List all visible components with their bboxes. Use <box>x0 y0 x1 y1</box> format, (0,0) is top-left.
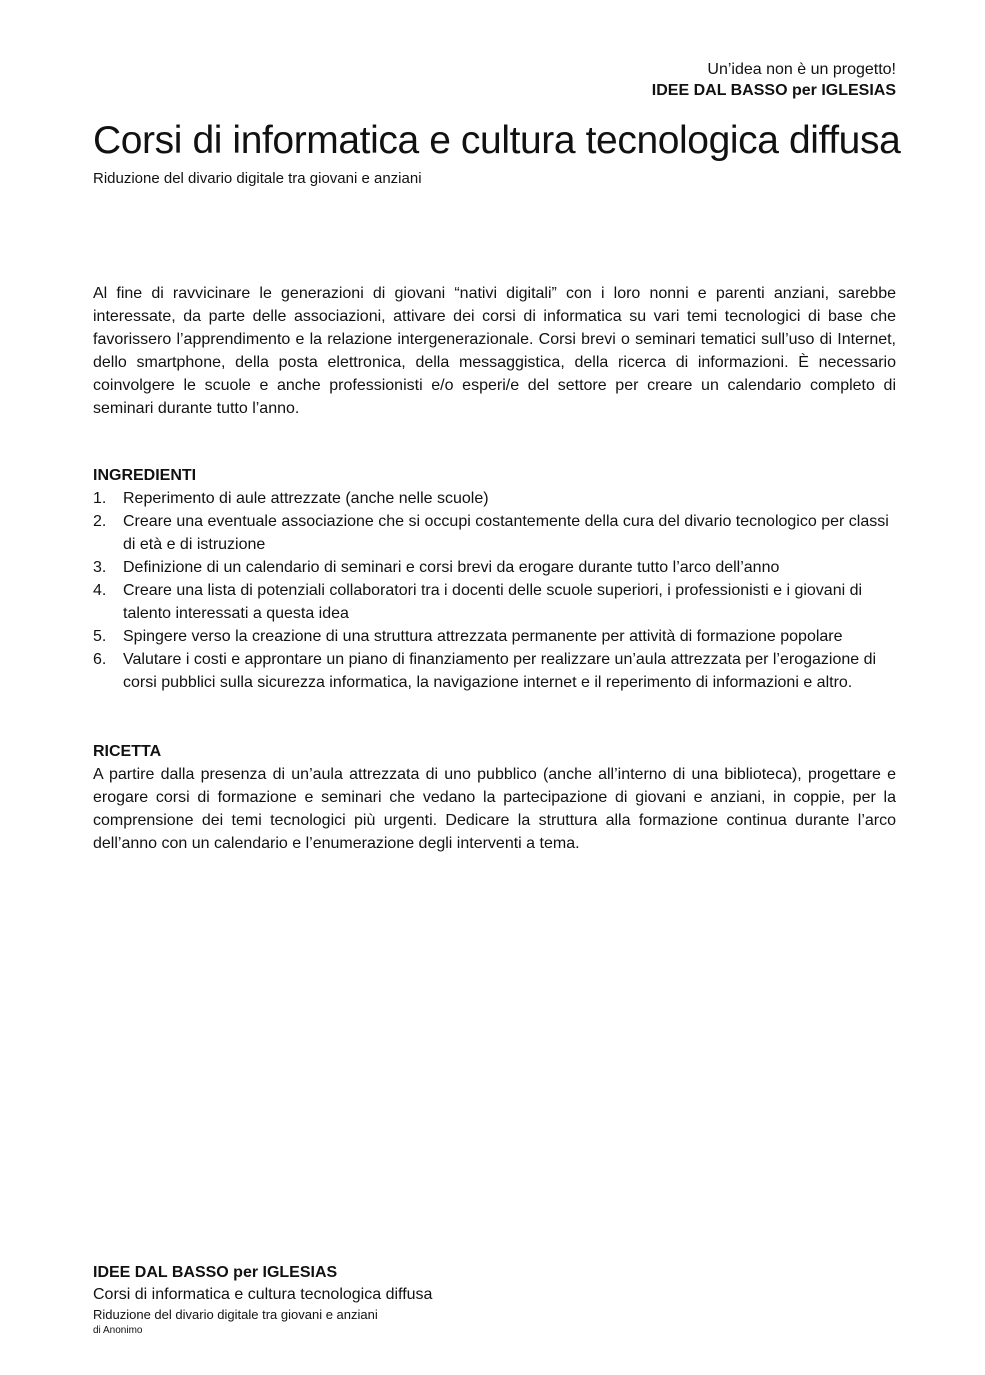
list-item-text: Spingere verso la creazione di una struttura attrezzata permanente per attività di formazione popolare <box>123 628 843 645</box>
list-item-text: Reperimento di aule attrezzate (anche nelle scuole) <box>123 490 489 507</box>
list-item-number: 6. <box>93 651 107 668</box>
list-item-number: 5. <box>93 628 107 645</box>
list-item <box>93 510 896 556</box>
ricetta-paragraph: A partire dalla presenza di un’aula attrezzata di uno pubblico (anche all’interno di una biblioteca), progettare e erogare corsi di formazione e seminari che vedano la partecipazione di giovani e anziani, in coppie, per la comprensione dei temi tecnologici più urgenti. Dedicare la struttura alla formazione continua durante l’arco dell’anno con un calendario e l’enumerazione degli interventi a tema. <box>93 766 896 852</box>
page-title: Corsi di informatica e cultura tecnologica diffusa <box>93 119 901 162</box>
footer-block <box>93 1262 432 1338</box>
list-item <box>93 556 896 579</box>
ingredienti-heading: INGREDIENTI <box>93 467 197 484</box>
footer-subtitle: Riduzione del divario digitale tra giovani e anziani <box>93 1307 378 1322</box>
page-subtitle: Riduzione del divario digitale tra giovani e anziani <box>93 170 422 187</box>
list-item-number: 2. <box>93 513 107 530</box>
list-item-text: Definizione di un calendario di seminari e corsi brevi da erogare durante tutto l’arco dell’anno <box>123 559 780 576</box>
list-item-text: Valutare i costi e approntare un piano di finanziamento per realizzare un’aula attrezzata per l’erogazione di corsi pubblici sulla sicurezza informatica, la navigazione internet e il reperimento di informazioni e altro. <box>123 651 877 691</box>
header-block <box>652 59 896 101</box>
footer-org: IDEE DAL BASSO per IGLESIAS <box>93 1264 338 1281</box>
list-item-text: Creare una eventuale associazione che si occupi costantemente della cura del divario tecnologico per classi di età e di istruzione <box>123 513 889 553</box>
footer-title: Corsi di informatica e cultura tecnologica diffusa <box>93 1286 433 1303</box>
intro-paragraph: Al fine di ravvicinare le generazioni di giovani “nativi digitali” con i loro nonni e parenti anziani, sarebbe interessate, da parte delle associazioni, attivare dei corsi di informatica su vari temi tecnologici di base che favorissero l’apprendimento e la relazione intergenerazionale. Corsi brevi o seminari tematici sull’uso di Internet, dello smartphone, della posta elettronica, della messaggistica, della ricerca di informazioni. È necessario coinvolgere le scuole e anche professionisti e/o esperi/e del settore per creare un calendario completo di seminari durante tutto l’anno. <box>93 285 896 417</box>
list-item-number: 1. <box>93 490 107 507</box>
list-item <box>93 487 896 510</box>
list-item <box>93 648 896 694</box>
list-item-number: 3. <box>93 559 107 576</box>
list-item-text: Creare una lista di potenziali collaboratori tra i docenti delle scuole superiori, i professionisti e i giovani di talento interessati a questa idea <box>123 582 863 622</box>
ricetta-heading: RICETTA <box>93 743 162 760</box>
ingredienti-list <box>93 487 896 694</box>
header-org: IDEE DAL BASSO per IGLESIAS <box>651 82 896 99</box>
list-item-number: 4. <box>93 582 107 599</box>
footer-author: di Anonimo <box>93 1325 143 1336</box>
list-item <box>93 625 896 648</box>
header-tagline: Un’idea non è un progetto! <box>707 61 896 78</box>
list-item <box>93 579 896 625</box>
